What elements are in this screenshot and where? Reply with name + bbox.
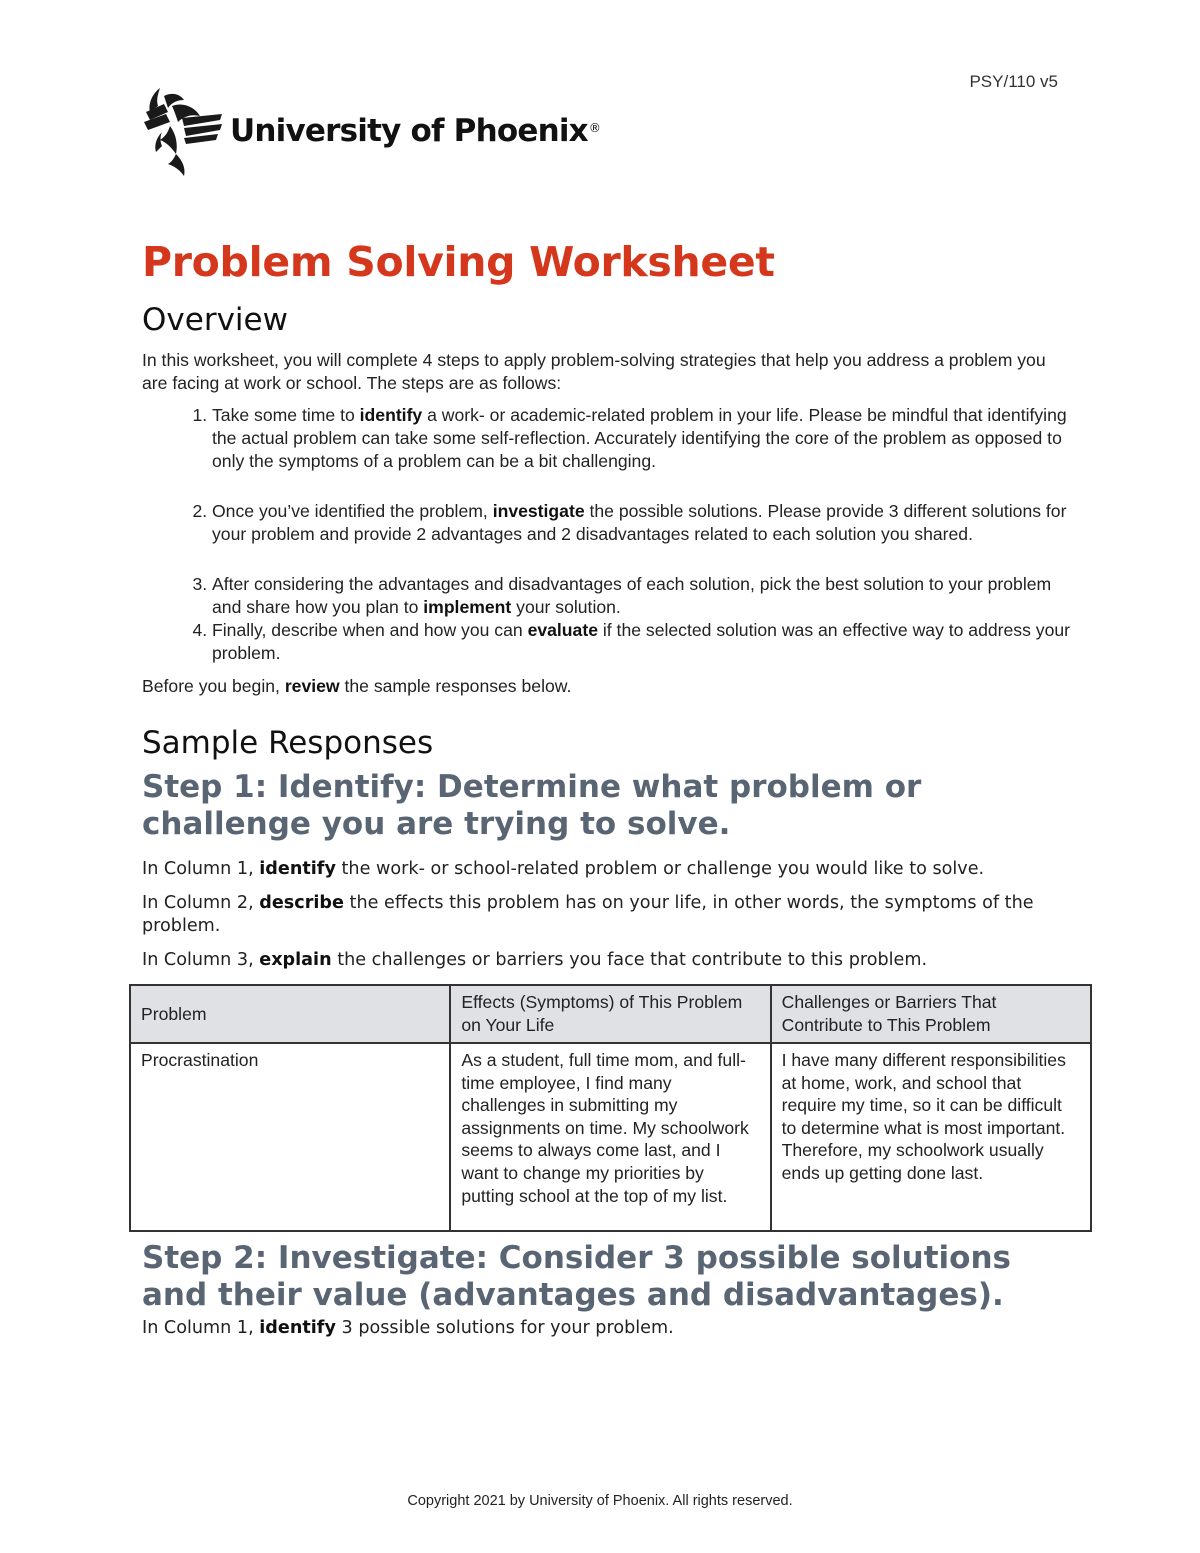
copyright-footer: Copyright 2021 by University of Phoenix. All rights reserved. [407,1493,793,1509]
logo-text: University of Phoenix [230,113,588,149]
column3-instruction: In Column 3, explain the challenges or barriers you face that contribute to this problem. [142,950,928,970]
table-cell: I have many different responsibilities at home, work, and school that require my time, so it can be difficult to determine what is most important. Therefore, my schoolwork usually ends up getting done last. [771,1043,1091,1231]
phoenix-bird-icon [142,82,224,178]
list-item: 3. After considering the advantages and disadvantages of each solution, pick the best solution to your problem and share how you plan to implement your solution. [212,573,1072,619]
step1-heading: Step 1: Identify: Determine what problem or challenge you are trying to solve. [142,769,922,842]
step2-instruction: In Column 1, identify 3 possible solutions for your problem. [142,1318,674,1338]
table-header-cell: Problem [130,985,450,1043]
list-item: 1. Take some time to identify a work- or academic-related problem in your life. Please be mindful that identifying the actual problem can take some self-reflection. Accurately identifying the core of the problem as opposed to only the symptoms of a problem can be a bit challenging. [212,404,1072,473]
step2-heading: Step 2: Investigate: Consider 3 possible solutions and their value (advantages and disadvantages). [142,1240,1011,1313]
overview-heading: Overview [142,302,288,338]
table-row [130,1043,1091,1231]
sample-responses-heading: Sample Responses [142,725,434,761]
step1-table [129,984,1092,1232]
column1-instruction: In Column 1, identify the work- or school-related problem or challenge you would like to solve. [142,859,985,879]
table-header-row [130,985,1091,1043]
registered-mark: ® [588,121,601,135]
course-code: PSY/110 v5 [969,72,1058,91]
page-title: Problem Solving Worksheet [142,238,775,286]
table-cell: Procrastination [130,1043,450,1231]
column2-instruction: In Column 2, describe the effects this problem has on your life, in other words, the symptoms of the problem. [142,893,1034,936]
list-item: 4. Finally, describe when and how you can evaluate if the selected solution was an effective way to address your problem. [212,619,1072,665]
steps-list [142,404,1072,665]
table-header-cell: Challenges or Barriers That Contribute to This Problem [771,985,1091,1043]
before-you-begin: Before you begin, review the sample responses below. [142,676,572,696]
table-header-cell: Effects (Symptoms) of This Problem on Your Life [450,985,770,1043]
overview-intro: In this worksheet, you will complete 4 steps to apply problem-solving strategies that help you address a problem you are facing at work or school. The steps are as follows: [142,350,1046,393]
document-body [142,236,1072,1340]
table-cell: As a student, full time mom, and full-time employee, I find many challenges in submitting my assignments on time. My schoolwork seems to always come last, and I want to change my priorities by putting school at the top of my list. [450,1043,770,1231]
university-logo [142,82,600,178]
list-item: 2. Once you’ve identified the problem, investigate the possible solutions. Please provide 3 different solutions for your problem and provide 2 advantages and 2 disadvantages related to each solution you shared. [212,500,1072,546]
